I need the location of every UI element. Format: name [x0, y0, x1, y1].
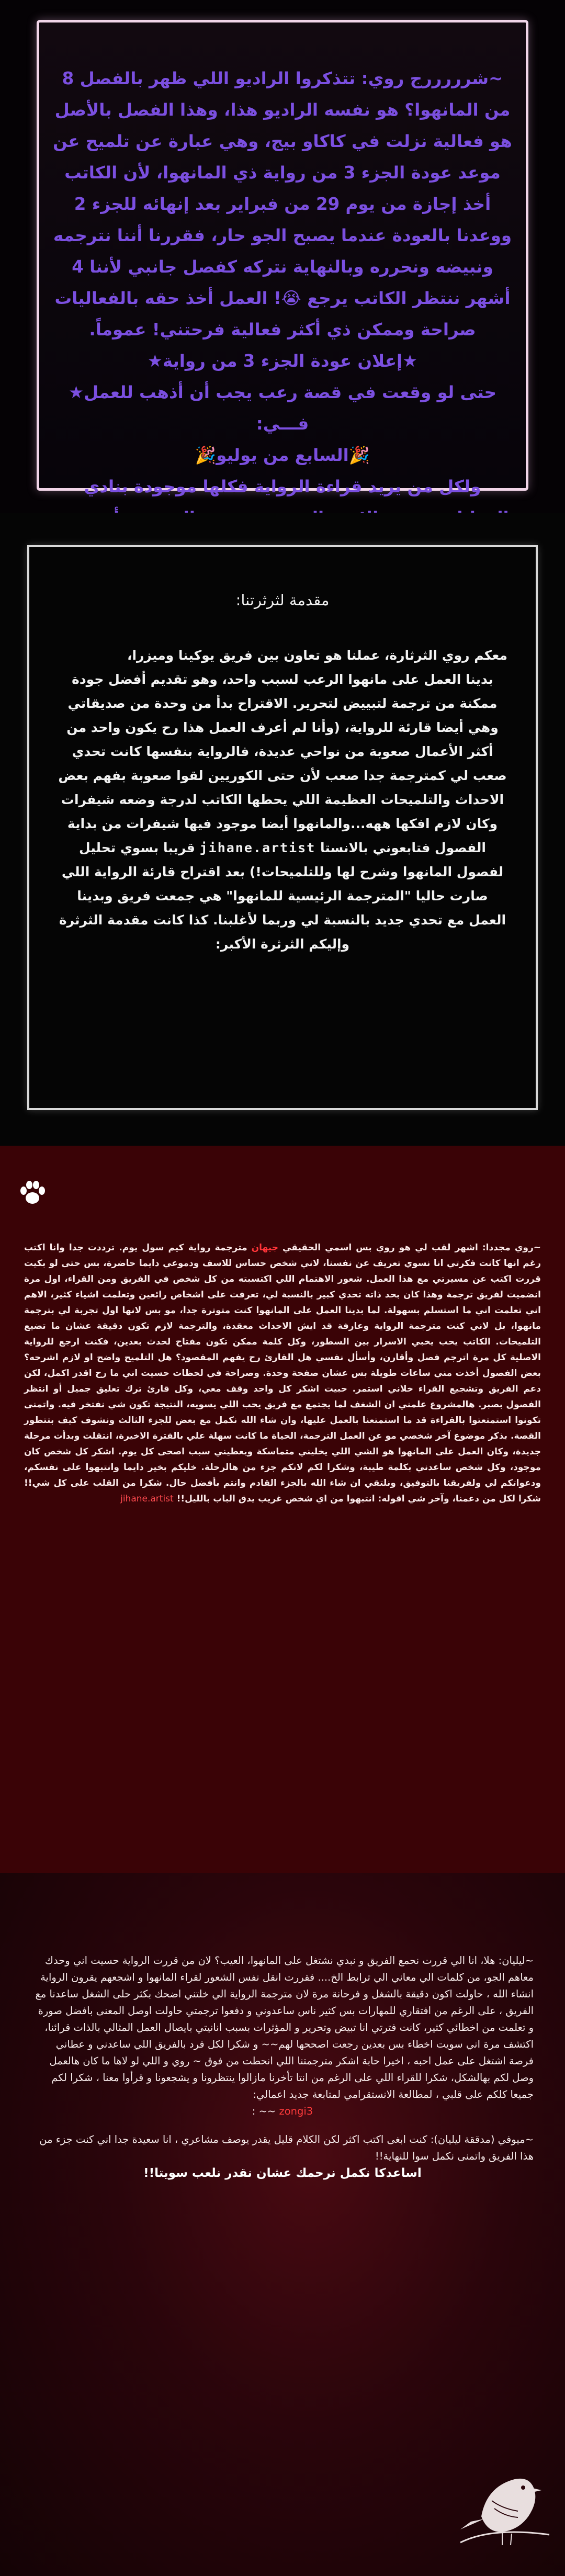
intro-paragraph: ~شرررررج روي: تتذكروا الراديو اللي ظهر بالفصل 8 من المانهوا؟ هو نفسه الراديو هذا، وهذا الفصل بالأصل هو فعالية نزلت في كاكاو بيج، وهي عبارة عن تلميح عن موعد عودة الجزء 3 من رواية ذي المانهوا، لأن الكاتب أخذ إجازة من يوم 29 من فبراير بعد إنهائه للجزء 2 ووعدنا بالعودة عندما يصبح الجو حار، فقررنا أننا نترجمه ونبيضه ونحرره وبالنهاية نتركه كفصل جانبي لأننا 4 أشهر ننتظر الكاتب يرجع 😭! العمل أخذ حقه بالفعاليات صراحة وممكن ذي أكثر فعالية فرحتني! عموماً. — [53, 69, 512, 340]
chatter-intro-panel — [0, 513, 565, 1146]
roy-note-panel — [0, 1146, 565, 1873]
meowfi-paragraph: ~ميوفي (مدققة ليليان): كنت ابغى اكتب اكثر لكن الكلام قليل يقدر يوصف مشاعري ، انا سعيدة جدا اني كنت جزء من هذا الفريق واتمنى نكمل سوا للنهاية!! — [39, 2133, 534, 2162]
intro-text — [48, 63, 517, 565]
announcement-line: ★إعلان عودة الجزء 3 من رواية★ — [147, 351, 418, 371]
novel-title-line: حتى لو وقعت في قصة رعب يجب أن أذهب للعمل★ — [68, 382, 497, 402]
roy-note-text — [24, 1240, 541, 1507]
roy-note-body-a: مترجمة رواية كيم سول يوم. ترددت جدا وانا اكتب رغم انها كانت فكرتي انا نسوي تعريف عن نفسنا، لاني شخص حساس للاسف ودموعي دايما حاضرة، بس حتى لو بكيت قررت اكتب عن مسيرتي مع هذا العمل. شعور الاهتمام اللي اكتسبته من كل شخص في الفريق ومن القراء، اول مرة انضميت لفريق ترجمة وهذا كان بحد ذاته تحدي كبير بالنسبة لي، تعرفت على اشخاص رائعين وتعلمت اشياء كثير، الاهم اني تعلمت اني ما استسلم بسهولة. لما بدينا العمل على المانهوا كنت متوترة جدا، مو بس لانها اول تجربة لي بترجمة مانهوا، بل لاني كنت مترجمة الرواية وعارفة قد ايش الاحداث معقدة، والترجمة لازم تكون دقيقة عشان ما تضيع التلميحات. الكاتب يحب يخبي الاسرار بين السطور، وكل كلمة ممكن تكون مفتاح لحدث بعدين، فكنت ارجع للرواية الاصلية كل مرة اترجم فصل وأقارن، وأسأل نفسي هل القارئ رح يفهم المقصود؟ هل التلميح واضح او لازم اشرحه؟ بعض الفصول أخذت مني ساعات طويلة بس عشان صفحة وحدة. وصراحة في لحظات حسيت اني ما رح اقدر اكمل، لكن دعم الفريق وتشجيع القراء خلاني استمر. حبيت اشكر كل واحد وقف معي، وكل قارئ ترك تعليق جميل أو انتظر الفصول بصبر. هالمشروع علمني ان الشغف لما يجتمع مع فريق يحب اللي يسويه، النتيجة تكون شي نفتخر فيه. واتمنى تكونوا استمتعتوا بالقراءة قد ما استمتعنا بالعمل عليها، وان شاء الله نكمل مع بعض للجزء الثالث ونشوف كيف بتتطور القصة. — [24, 1242, 541, 1441]
translator-name: جيهان — [251, 1242, 278, 1253]
chatter-paragraph-a: بدينا العمل على مانهوا الرعب لسبب واحد، وهو تقديم أفضل جودة ممكنة من ترجمة لتبييض لتحرير. الاقتراح بدأ من وحدة من صديقاتي وهي أيضا قارئة للرواية، (وأنا لم أعرف العمل هذا رح يكون واحد من أكثر الأعمال صعوبة من نواحي عديدة، فالرواية بنفسها كانت تحدي صعب لي كمترجمة جدا صعب لأن حتى الكوريين لقوا صعوبة بفهم بعض الاحداث والتلميحات العظيمة اللي يحطها الكاتب لدرجة وضعه شيفرات وكان لازم افكها ههه...والمانهوا أيضا موجود فيها شيفرات من بداية الفصول فتابعوني بالانستا — [58, 672, 507, 855]
lilian-note-panel — [0, 1873, 565, 2576]
lilian-handle[interactable]: zongi3 — [279, 2105, 313, 2117]
chatter-paragraph-c: بعد اقتراح قارئة الرواية اللي صارت حاليا "المترجمة الرئيسية للمانهوا" هي جمعت فريق وبدينا العمل مع تحدي جديد بالنسبة لي وربما لأغلبنا. كذا كانت مقدمة الثرثرة وإليكم الثرثرة الأكبر: — [59, 864, 506, 952]
chatter-lead: معكم روي الثرثارة، عملنا هو تعاون بين فريق يوكينا وميزرا، — [127, 648, 507, 663]
instagram-handle[interactable]: jihane.artist — [199, 840, 316, 855]
roy-note-prefix: ~روي مجددا: اشهر لقب لي هو روي بس اسمي الحقيقي — [282, 1242, 541, 1253]
bird-illustration — [450, 2438, 555, 2558]
chatter-title: مقدمة لثرثرتنا: — [235, 591, 330, 609]
roy-note-body-b: بذكر موضوع آخر شخصي مو عن العمل الترجمة، الحياة ما كانت سهلة علي بالفترة الاخيرة، انتقلت وبدأت مرحلة جديدة، وكان العمل على المانهوا هو الشي اللي يخليني متماسكة ويعطيني سبب اصحى كل يوم. اشكر كل شخص كان موجود، وكل شخص ساعدني بكلمة طيبة، وشكرا لكم لانكم جزء من هالرحلة. خليكم بخير دايما وانتبهوا على نفسكم، ودعواتكم لي ولفريقنا بالتوفيق، ونلتقي ان شاء الله بالجزء القادم وانتم بأفضل حال. شكرا من القلب على كل شي!! شكرا لكل من دعمنا، وآخر شي اقوله: انتبهوا من اي شخص غريب يدق الباب بالليل!! — [24, 1431, 541, 1504]
paw-icon — [17, 1177, 48, 1208]
lilian-paragraph — [31, 1952, 534, 2103]
lilian-note-text — [31, 1952, 534, 2182]
in-label: فـــي: — [256, 414, 309, 434]
chatter-paragraph-b: قريبا بسوي تحليل لفصول المانهوا وشرح لها وللتلميحات!) — [79, 840, 504, 879]
intro-panel — [0, 0, 565, 513]
lilian-paragraph-body: ~ليليان: هلا، انا الي قررت نحمع الفريق و نبدي نشتغل على المانهوا، العيب؟ لان من قررت الرواية حسيت اني وحدك معاهم الجو، من كلمات الي معاني الي ترابط الخ.... فقررت انقل نفس الشعور لقراء المانهوا و اشجعهم يقرون الرواية انشاء الله ، حاولت اكون دقيقة بالشغل و فرحانة مرة لان مترجمة الرواية الي خلتني اضحك بكثر حلى الشغل ساعدنا مع الفريق ، على الرغم من افتقاري للمهارات بس كثير ناس ساعدوني و دفعوا ترجمتي حاولت اوصل المعنى بافضل صورة و تعلمت من اخطائي كثير، كانت فترتي انا تبيض وتحرير و المؤثرات بسبب انانيتي بايصال العمل المثالي بالذات قرائنا، اكتشف مرة اني سويت اخطاء بس بعدين رجعت اصححها لهم~~ و شكرا لكل فرد بالفريق اللي ساعدني و عطاني فرصة اشتغل على عمل احبه ، اخيرا حابة اشكر مترجمتنا اللي انحطت من فوق ~ روي و اللي لو لاها ما كان هالعمل وصل لكم بهالشكل، شكرا للقراء اللي على الرغم من انتا تأخرنا مازالوا ينتظرونا و يشجعونا و قرأوا معنا ، شكرا لكم جميعا — [35, 1954, 534, 2100]
release-date: 🎉السابع من يوليو🎉 — [195, 445, 370, 465]
chatter-text — [58, 643, 507, 956]
lilian-paragraph-end: كلكم على قلبي ، لمطالعة الانستقرامي لمتابعة جديد اعمالي: — [253, 2088, 507, 2100]
lilian-handle-line — [31, 2103, 534, 2120]
roy-signature[interactable]: jihane.artist — [120, 1494, 174, 1504]
novel-club-note: ولكل من يريد قراءة الرواية فكلها موجودة بنادي — [84, 477, 481, 496]
lilian-handle-label: ~~ : — [252, 2105, 276, 2117]
closing-line: اساعدكا نكمل نرحمك عشان نقدر نلعب سويتا!! — [143, 2166, 422, 2180]
